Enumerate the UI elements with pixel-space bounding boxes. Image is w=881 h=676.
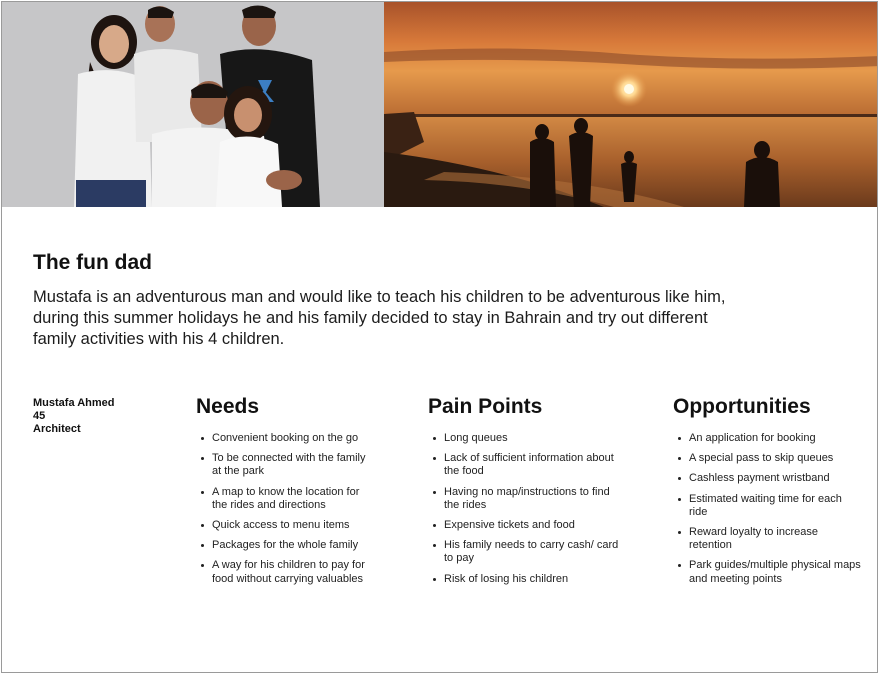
needs-item: To be connected with the family at the park [212, 452, 371, 478]
sunset-beach-photo [384, 2, 878, 207]
needs-item: A map to know the location for the rides and directions [212, 486, 371, 512]
pain-points-list [428, 432, 628, 586]
persona-name: Mustafa Ahmed [33, 397, 115, 409]
needs-item: Convenient booking on the go [212, 432, 371, 445]
needs-item: Packages for the whole family [212, 539, 371, 552]
persona-title: The fun dad [33, 251, 152, 274]
opportunities-column [673, 395, 863, 593]
opportunity-item: Reward loyalty to increase retention [689, 526, 863, 552]
opportunity-item: Estimated waiting time for each ride [689, 493, 863, 519]
pain-point-item: Expensive tickets and food [444, 519, 628, 532]
family-photo-illustration [2, 2, 384, 207]
pain-points-heading: Pain Points [428, 395, 543, 418]
pain-point-item: Lack of sufficient information about the food [444, 452, 628, 478]
persona-card [1, 1, 878, 673]
persona-intro: Mustafa is an adventurous man and would like to teach his children to be adventurous like him, during this summer holidays he and his family decided to stay in Bahrain and try out different family activities with his 4 children. [33, 288, 726, 348]
needs-heading: Needs [196, 395, 260, 418]
needs-list [196, 432, 371, 586]
needs-column [196, 395, 371, 593]
opportunity-item: An application for booking [689, 432, 863, 445]
pain-points-column [428, 395, 628, 593]
family-portrait-photo [2, 2, 384, 207]
persona-age: 45 [33, 410, 46, 422]
opportunities-heading: Opportunities [673, 395, 811, 418]
beach-photo-illustration [384, 2, 878, 207]
opportunities-list [673, 432, 863, 586]
needs-item: Quick access to menu items [212, 519, 371, 532]
pain-point-item: Risk of losing his children [444, 573, 628, 586]
opportunity-item: Park guides/multiple physical maps and meeting points [689, 559, 863, 585]
pain-point-item: Having no map/instructions to find the rides [444, 486, 628, 512]
persona-info [33, 397, 115, 436]
opportunity-item: Cashless payment wristband [689, 472, 863, 485]
pain-point-item: Long queues [444, 432, 628, 445]
opportunity-item: A special pass to skip queues [689, 452, 863, 465]
needs-item: A way for his children to pay for food without carrying valuables [212, 559, 371, 585]
pain-point-item: His family needs to carry cash/ card to pay [444, 539, 628, 565]
header-photos [2, 2, 878, 207]
persona-occupation: Architect [33, 423, 81, 435]
